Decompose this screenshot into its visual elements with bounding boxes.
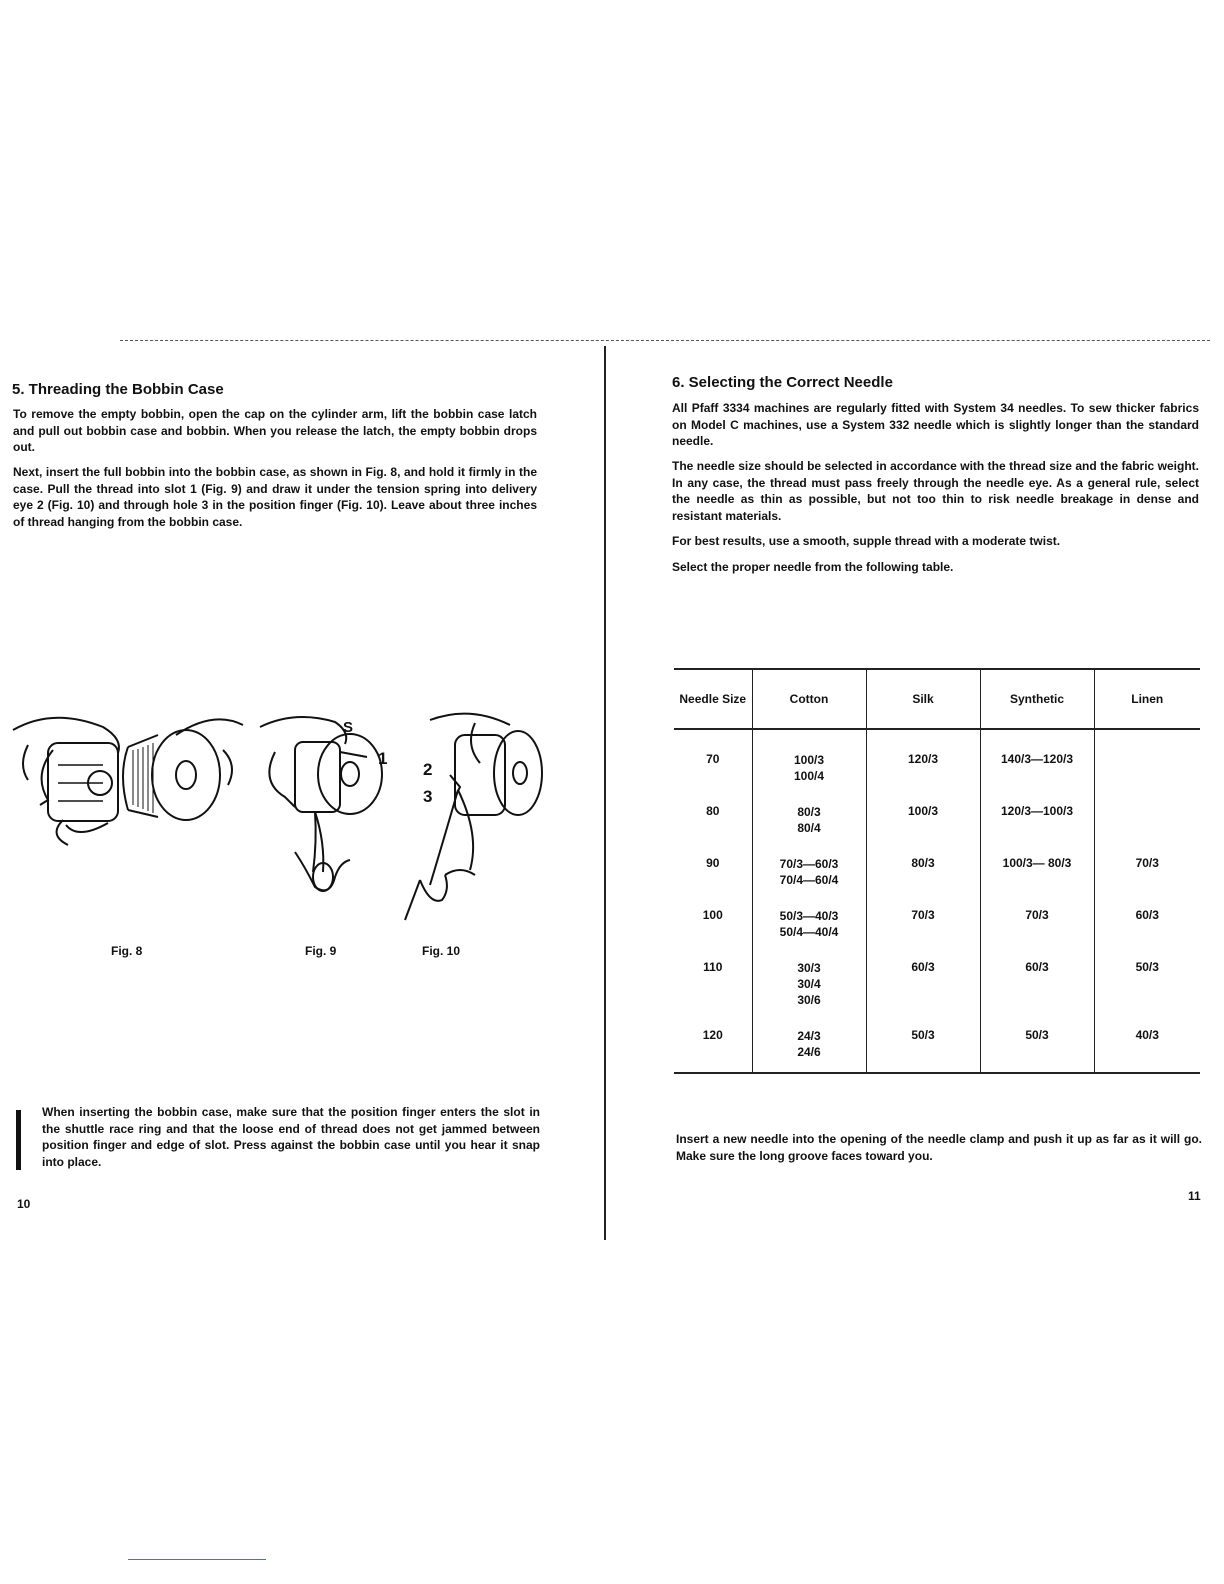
paragraph-select-needle: Select the proper needle from the following table. bbox=[672, 560, 954, 574]
fig10-label-2: 2 bbox=[423, 760, 433, 779]
fig9-label-1: 1 bbox=[378, 749, 388, 768]
cotton-value: 30/6 bbox=[797, 993, 821, 1007]
cell-cotton bbox=[752, 888, 866, 940]
cell-silk: 60/3 bbox=[866, 940, 980, 1008]
note-paragraph: When inserting the bobbin case, make sure that the position finger enters the slot in the shuttle race ring and that the loose end of thread does not get jammed between position finger and edge of slot. Press against the bobbin case until you hear it snap into place. bbox=[42, 1105, 540, 1169]
needle-table bbox=[674, 668, 1200, 1074]
paragraph-best-results: For best results, use a smooth, supple thread with a moderate twist. bbox=[672, 534, 1061, 548]
table-row bbox=[674, 836, 1200, 888]
cell-needle: 120 bbox=[702, 1028, 723, 1042]
section-title-threading: 5. Threading the Bobbin Case bbox=[12, 381, 224, 398]
cotton-value: 24/3 bbox=[797, 1029, 821, 1043]
paragraph-remove-bobbin: To remove the empty bobbin, open the cap on the cylinder arm, lift the bobbin case latch and pull out bobbin case and bobbin. When you release the latch, the empty bobbin drops out. bbox=[13, 407, 537, 454]
paragraph-needle-size: The needle size should be selected in accordance with the thread size and the fabric weight. In any case, the thread must pass freely through the needle eye. As a general rule, select the needle as thin as possible, but not too thin to risk needle breakage in dense and resistant materials. bbox=[672, 459, 1199, 523]
header-synthetic: Synthetic bbox=[980, 670, 1094, 729]
header-silk: Silk bbox=[866, 670, 980, 729]
cell-synthetic: 140/3—120/3 bbox=[980, 729, 1094, 784]
header-cotton: Cotton bbox=[752, 670, 866, 729]
scan-artifact-line bbox=[128, 1559, 266, 1560]
fig10-caption: Fig. 10 bbox=[422, 944, 461, 958]
table-row bbox=[674, 940, 1200, 1008]
cell-synthetic: 60/3 bbox=[980, 940, 1094, 1008]
table-row bbox=[674, 888, 1200, 940]
cell-silk: 70/3 bbox=[866, 888, 980, 940]
cell-cotton bbox=[752, 836, 866, 888]
cell-silk: 100/3 bbox=[866, 784, 980, 836]
cotton-value: 50/4—40/4 bbox=[779, 925, 839, 939]
cotton-value: 24/6 bbox=[797, 1045, 821, 1059]
fig9-label-s: S bbox=[343, 719, 354, 736]
fig8-caption: Fig. 8 bbox=[111, 944, 143, 958]
fig9-illustration bbox=[255, 712, 395, 907]
cell-cotton bbox=[752, 784, 866, 836]
fig9-caption: Fig. 9 bbox=[305, 944, 337, 958]
cell-needle: 110 bbox=[703, 960, 723, 974]
page-number-left: 10 bbox=[17, 1197, 31, 1211]
header-needle-size: Needle Size bbox=[674, 670, 752, 729]
cotton-value: 100/4 bbox=[793, 769, 825, 783]
cell-linen: 60/3 bbox=[1094, 888, 1200, 940]
cell-cotton bbox=[752, 1008, 866, 1072]
cell-synthetic: 100/3— 80/3 bbox=[980, 836, 1094, 888]
section-title-needle: 6. Selecting the Correct Needle bbox=[672, 374, 893, 391]
cell-linen bbox=[1094, 729, 1200, 784]
top-scan-rule bbox=[120, 340, 1210, 341]
cotton-value: 80/4 bbox=[797, 821, 821, 835]
table-row bbox=[674, 784, 1200, 836]
page-number-right: 11 bbox=[1188, 1189, 1201, 1203]
table-row bbox=[674, 1008, 1200, 1072]
cell-synthetic: 70/3 bbox=[980, 888, 1094, 940]
paragraph-insert-bobbin: Next, insert the full bobbin into the bobbin case, as shown in Fig. 8, and hold it firmly in the case. Pull the thread into slot 1 (Fig. 9) and draw it under the tension spring into delivery eye 2 (Fig. 10) and through hole 3 in the position finger (Fig. 10). Leave about three inches of thread hanging from the bobbin case. bbox=[13, 465, 537, 529]
cell-silk: 120/3 bbox=[866, 729, 980, 784]
cell-silk: 50/3 bbox=[866, 1008, 980, 1072]
paragraph-pfaff-needles: All Pfaff 3334 machines are regularly fitted with System 34 needles. To sew thicker fabrics on Model C machines, use a System 332 needle which is slightly longer than the standard needle. bbox=[672, 401, 1199, 448]
cotton-value: 70/4—60/4 bbox=[779, 873, 839, 887]
table-row bbox=[674, 729, 1200, 784]
cell-linen: 40/3 bbox=[1094, 1008, 1200, 1072]
fig8-illustration bbox=[8, 705, 248, 855]
cotton-value: 80/3 bbox=[797, 805, 821, 819]
cell-needle: 100 bbox=[702, 908, 723, 922]
note-marker-bar bbox=[16, 1110, 21, 1170]
cotton-value: 30/4 bbox=[797, 977, 821, 991]
cell-needle: 70 bbox=[706, 752, 720, 766]
page-gutter-line bbox=[604, 346, 606, 1240]
cotton-value: 50/3—40/3 bbox=[779, 909, 839, 923]
cell-synthetic: 50/3 bbox=[980, 1008, 1094, 1072]
cell-cotton bbox=[752, 940, 866, 1008]
cell-needle: 80 bbox=[706, 804, 720, 818]
cell-linen: 50/3 bbox=[1094, 940, 1200, 1008]
cell-needle: 90 bbox=[706, 856, 720, 870]
cell-synthetic: 120/3—100/3 bbox=[980, 784, 1094, 836]
cell-linen: 70/3 bbox=[1094, 836, 1200, 888]
fig10-illustration bbox=[400, 705, 550, 930]
fig10-label-3: 3 bbox=[423, 787, 433, 806]
cotton-value: 100/3 bbox=[793, 753, 825, 767]
paragraph-insert-needle: Insert a new needle into the opening of the needle clamp and push it up as far as it will go. Make sure the long groove faces toward you. bbox=[676, 1132, 1202, 1163]
cotton-value: 30/3 bbox=[797, 961, 821, 975]
header-linen: Linen bbox=[1094, 670, 1200, 729]
cell-cotton bbox=[752, 729, 866, 784]
cell-silk: 80/3 bbox=[866, 836, 980, 888]
cell-linen bbox=[1094, 784, 1200, 836]
cotton-value: 70/3—60/3 bbox=[779, 857, 839, 871]
